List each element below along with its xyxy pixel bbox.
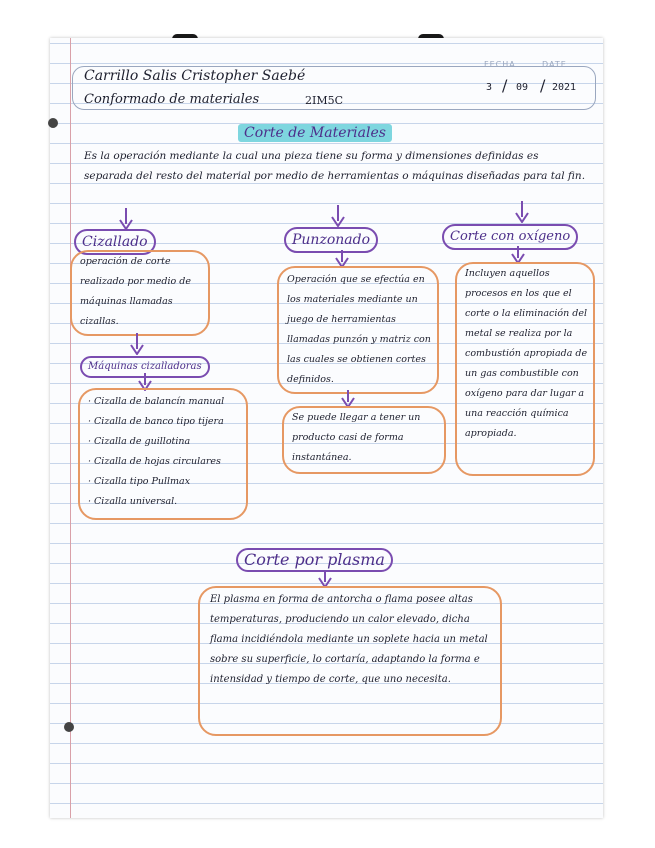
date-label-en: DATE (542, 60, 567, 69)
group: 2IM5C (305, 94, 344, 107)
plasma-definition: El plasma en forma de antorcha o flama posee altas temperaturas, produciendo un calor elevado, dicha flama incidiéndola mediante un soplete hacia un metal sobre su superficie, lo cortaría, adaptando la forma e intensidad y tiempo de corte, que uno necesita. (210, 594, 488, 685)
punzonado-title: Punzonado (284, 227, 378, 253)
date-month: 09 (516, 82, 529, 93)
punzonado-definition: Operación que se efectúa en los materiales mediante un juego de herramientas llamadas punzón y matriz con las cuales se obtienen cortes definidos. (287, 274, 431, 385)
cizallado-title: Cizallado (74, 229, 156, 255)
cizalladoras-subtitle: Máquinas cizalladoras (80, 356, 210, 378)
list-item: · Cizalla de guillotina (88, 436, 191, 447)
arrow-down-icon (331, 205, 345, 227)
date-label-es: FECHA (484, 60, 516, 69)
arrow-down-icon (515, 201, 529, 223)
list-item: · Cizalla universal. (88, 496, 178, 507)
plasma-title: Corte por plasma (236, 548, 393, 572)
arrow-down-icon (130, 333, 144, 355)
punzonado-note: Se puede llegar a tener un producto casi de forma instantánea. (292, 412, 421, 463)
margin-line (70, 38, 71, 818)
list-item: · Cizalla tipo Pullmax (88, 476, 191, 487)
cizallado-definition: operación de corte realizado por medio de máquinas llamadas cizallas. (80, 256, 191, 327)
binder-hole-bottom (64, 722, 74, 732)
date-separator-2: / (540, 76, 546, 95)
subject: Conformado de materiales (84, 92, 260, 107)
date-separator-1: / (502, 76, 508, 95)
list-item: · Cizalla de banco tipo tijera (88, 416, 224, 427)
oxigeno-title: Corte con oxígeno (442, 224, 578, 250)
date-day: 3 (486, 82, 493, 93)
list-item: · Cizalla de hojas circulares (88, 456, 221, 467)
student-name: Carrillo Salis Cristopher Saebé (84, 68, 306, 84)
binder-hole-top (48, 118, 58, 128)
page-title: Corte de Materiales (238, 124, 392, 142)
date-year: 2021 (552, 82, 577, 93)
list-item: · Cizalla de balancín manual (88, 396, 225, 407)
intro-text: Es la operación mediante la cual una pieza tiene su forma y dimensiones definidas es separada del resto del material por medio de herramientas o máquinas diseñadas para tal fin. (84, 150, 586, 182)
cizalladoras-list (88, 392, 240, 512)
arrow-down-icon (119, 208, 133, 230)
oxigeno-definition: Incluyen aquellos procesos en los que el corte o la eliminación del metal se realiza por la combustión apropiada de un gas combustible con oxígeno para dar lugar a una reacción química apropiada. (465, 268, 588, 439)
